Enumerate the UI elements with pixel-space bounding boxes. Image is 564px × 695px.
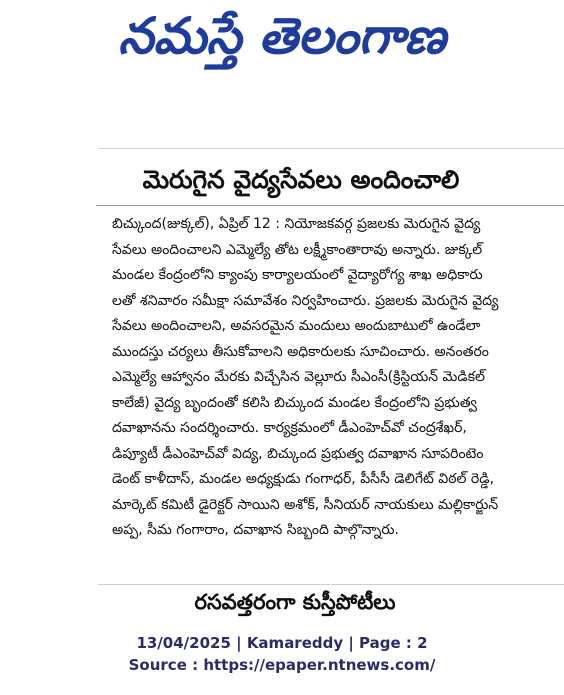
section-divider — [98, 584, 564, 585]
article-line: మండల కేంద్రంలోని క్యాంపు కార్యాలయంలో వైద్యారోగ్య శాఖ అధికారు — [112, 267, 483, 283]
article-line: డెంట్ కాళీదాస్, మండల అధ్యక్షుడు గంగాధర్, పీసీసీ డెలిగేట్ విఠల్ రెడ్డి, — [112, 471, 495, 487]
article-line: లతో శనివారం సమీక్షా సమావేశం నిర్వహించారు. ప్రజలకు మెరుగైన వైద్య — [112, 292, 499, 309]
article-line: దవాఖానను సందర్శించారు. కార్యక్రమంలో డీఎంహెచ్‌వో చంద్రశేఖర్, — [112, 420, 467, 436]
article-line: మార్కెట్ కమిటీ డైరెక్టర్ సాయిని అశోక్, సీనియర్ నాయకులు మల్లికార్జున్ — [112, 496, 499, 513]
next-article-headline: రసవత్తరంగా కుస్తీపోటీలు — [194, 590, 396, 614]
article-line: డిప్యూటీ డీఎంహెచ్‌వో విద్య, బిచ్కుంద ప్రభుత్వ దవాఖాన సూపరింటెం — [112, 445, 484, 462]
article-line: బిచ్కుంద(జుక్కల్), ఏప్రిల్ 12 : నియోజకవర్గ ప్రజలకు మెరుగైన వైద్య — [112, 216, 481, 232]
headline-divider — [96, 205, 564, 206]
article-line: కాలేజీ) వైద్య బృందంతో కలిసి బిచ్కుంద మండల కేంద్రంలోని ప్రభుత్వ — [112, 394, 477, 411]
article-line: ఎమ్మెల్యే ఆహ్వానం మేరకు విచ్చేసిన వెల్లూరు సీఎంసీ(క్రిస్టియన్ మెడికల్ — [112, 369, 485, 385]
article-headline: మెరుగైన వైద్యసేవలు అందించాలి — [142, 165, 460, 194]
article-line: సేవలు అందించాలని ఎమ్మెల్యే తోట లక్ష్మీకాంతారావు అన్నారు. జుక్కల్ — [112, 241, 483, 258]
source-link[interactable]: Source : https://epaper.ntnews.com/ — [128, 656, 436, 674]
article-line: అప్ప, సీమ గంగారాం, దవాఖాన సిబ్బంది పాల్గొన్నారు. — [112, 522, 399, 538]
newspaper-masthead: నమస్తే తెలంగాణ — [118, 6, 446, 65]
article-line: ముందస్తు చర్యలు తీసుకోవాలని అధికారులకు సూచించారు. అనంతరం — [112, 343, 489, 360]
article-line: సేవలు అందించాలని, అవసరమైన మందులు అందుబాటులో ఉండేలా — [112, 318, 481, 334]
article-body — [112, 212, 552, 544]
edition-info: 13/04/2025 | Kamareddy | Page : 2 — [136, 634, 428, 652]
